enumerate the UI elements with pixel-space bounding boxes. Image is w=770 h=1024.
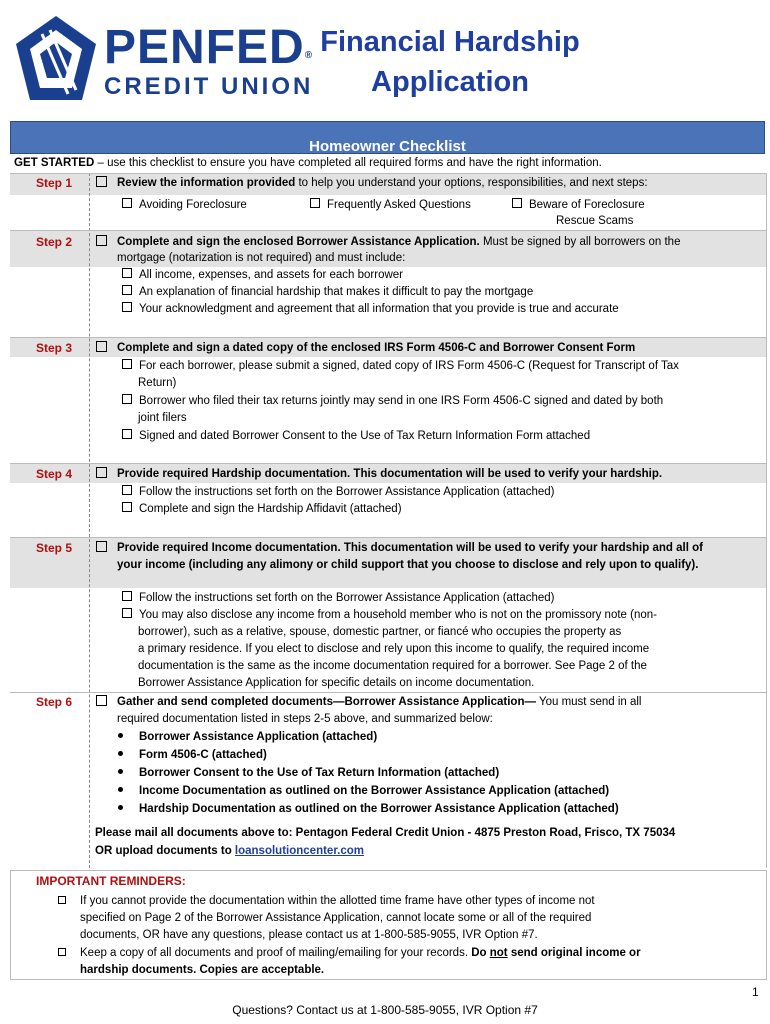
- step1-option-3-cont: Rescue Scams: [556, 215, 634, 227]
- checkbox-icon[interactable]: [58, 948, 66, 956]
- step5-item-2-line5: Borrower Assistance Application for specific details on income documentation.: [138, 677, 535, 689]
- intro-bold: GET STARTED: [14, 157, 95, 169]
- step3-item-1-cont: Return): [138, 377, 177, 389]
- checkbox-icon[interactable]: [122, 502, 132, 512]
- checkbox-icon[interactable]: [310, 198, 320, 208]
- bullet-icon: [118, 733, 123, 738]
- step6-main-bold: Gather and send completed documents—Borrower Assistance Application—: [117, 696, 536, 708]
- step6-bullet-5: [118, 801, 619, 818]
- checkbox-icon[interactable]: [96, 541, 107, 552]
- bullet-icon: [118, 751, 123, 756]
- checkbox-icon[interactable]: [96, 467, 107, 478]
- checkbox-icon[interactable]: [96, 235, 107, 246]
- reminder-1: [58, 893, 595, 910]
- bullet-icon: [118, 769, 123, 774]
- step2-label: Step 2: [36, 235, 73, 249]
- item-label: Follow the instructions set forth on the Borrower Assistance Application (attached): [139, 486, 555, 498]
- step1-label: Step 1: [36, 176, 73, 190]
- step2-main-line2: mortgage (notarization is not required) and must include:: [117, 252, 406, 264]
- checkbox-icon[interactable]: [96, 176, 107, 187]
- right-border: [766, 173, 767, 868]
- checkbox-icon[interactable]: [122, 608, 132, 618]
- checkbox-icon[interactable]: [122, 285, 132, 295]
- step6-bullet-2: [118, 747, 267, 764]
- option-label: Beware of Foreclosure: [529, 199, 645, 211]
- checkbox-icon[interactable]: [122, 485, 132, 495]
- page-number: 1: [752, 985, 759, 999]
- item-label: You may also disclose any income from a household member who is not on the promissory note (non-: [139, 609, 657, 621]
- upload-prefix: OR upload documents to: [95, 845, 235, 857]
- column-divider: [89, 173, 90, 868]
- title-line-1: Financial Hardship: [320, 26, 580, 58]
- step6-bullet-1: [118, 729, 377, 746]
- step2-item-1: [122, 267, 403, 284]
- step5-main: [96, 540, 703, 557]
- reminder-bold: send original income or: [507, 947, 641, 959]
- step2-item-3: [122, 301, 619, 318]
- step1-main-bold: Review the information provided: [117, 177, 296, 189]
- intro-rest: – use this checklist to ensure you have completed all required forms and have the right information.: [94, 157, 602, 169]
- row-line: [10, 692, 767, 693]
- row-line: [10, 537, 767, 538]
- footer-contact: Questions? Contact us at 1-800-585-9055, IVR Option #7: [232, 1003, 538, 1017]
- intro-text: [14, 157, 602, 169]
- step5-main-line2: your income (including any alimony or child support that you choose to disclose and rely upon to qualify).: [117, 559, 699, 571]
- step5-main-bold: Provide required Income documentation. This documentation will be used to verify your hardship and all of: [117, 542, 703, 554]
- reminder-bold: Do: [471, 947, 490, 959]
- row-line: [10, 337, 767, 338]
- step1-option-3: [512, 197, 645, 214]
- upload-line: [95, 843, 364, 860]
- checkbox-icon[interactable]: [122, 429, 132, 439]
- step6-main-line2: required documentation listed in steps 2-5 above, and summarized below:: [117, 713, 493, 725]
- step1-main: [96, 175, 648, 192]
- item-label: Complete and sign the Hardship Affidavit (attached): [139, 503, 402, 515]
- step1-option-1: [122, 197, 247, 214]
- step2-item-2: [122, 284, 533, 301]
- step4-main-bold: Provide required Hardship documentation. This documentation will be used to verify your hardship.: [117, 468, 663, 480]
- registered-mark: ®: [304, 50, 314, 61]
- step3-item-2: [122, 393, 663, 410]
- step4-label: Step 4: [36, 467, 73, 481]
- logo-penfed: PENFED: [104, 21, 305, 74]
- step3-main: [96, 340, 635, 357]
- checkbox-icon[interactable]: [96, 341, 107, 352]
- checkbox-icon[interactable]: [512, 198, 522, 208]
- step1-main-rest: to help you understand your options, responsibilities, and next steps:: [295, 177, 648, 189]
- row-line: [10, 463, 767, 464]
- reminder-2: [58, 945, 641, 962]
- document-title: [310, 22, 590, 102]
- item-label: Borrower who filed their tax returns jointly may send in one IRS Form 4506-C signed and dated by both: [139, 395, 664, 407]
- bullet-icon: [118, 787, 123, 792]
- checklist-heading: Homeowner Checklist: [309, 138, 466, 155]
- bullet-label: Income Documentation as outlined on the Borrower Assistance Application (attached): [139, 785, 610, 797]
- mailing-address: Please mail all documents above to: Pentagon Federal Credit Union - 4875 Preston Road, Frisco, TX 75034: [95, 827, 676, 839]
- step4-main: [96, 466, 662, 483]
- bullet-icon: [118, 805, 123, 810]
- option-label: Frequently Asked Questions: [327, 199, 471, 211]
- step6-bullet-3: [118, 765, 499, 782]
- step6-bullet-4: [118, 783, 609, 800]
- step5-item-2-line3: a primary residence. If you elect to disclose and rely upon this income to qualify, the required income: [138, 643, 650, 655]
- item-label: All income, expenses, and assets for each borrower: [139, 269, 403, 281]
- step3-item-3: [122, 428, 590, 445]
- item-label: Follow the instructions set forth on the Borrower Assistance Application (attached): [139, 592, 555, 604]
- step3-item-2-cont: joint filers: [138, 412, 187, 424]
- step6-main-rest: You must send in all: [535, 696, 642, 708]
- item-label: For each borrower, please submit a signed, dated copy of IRS Form 4506-C (Request for Transcript of Tax: [139, 360, 679, 372]
- bullet-label: Borrower Assistance Application (attached): [139, 731, 378, 743]
- reminder-not: not: [489, 947, 508, 959]
- step4-item-2: [122, 501, 402, 518]
- step5-item-2-line4: documentation is the same as the income documentation required for a borrower. See Page 2 of the: [138, 660, 647, 672]
- step3-item-1: [122, 358, 679, 375]
- option-label: Avoiding Foreclosure: [139, 199, 247, 211]
- item-label: Your acknowledgment and agreement that all information that you provide is true and accurate: [139, 303, 619, 315]
- step6-main: [96, 694, 641, 711]
- reminder-2-line2: hardship documents. Copies are acceptable.: [80, 964, 325, 976]
- checkbox-icon[interactable]: [96, 695, 107, 706]
- reminder-text: Keep a copy of all documents and proof of mailing/emailing for your records.: [80, 947, 472, 959]
- checkbox-icon[interactable]: [122, 302, 132, 312]
- reminder-1-line3: documents, OR have any questions, please contact us at 1-800-585-9055, IVR Option #7.: [80, 929, 538, 941]
- step5-item-1: [122, 590, 555, 607]
- checkbox-icon[interactable]: [58, 896, 66, 904]
- checkbox-icon[interactable]: [122, 394, 132, 404]
- bullet-label: Borrower Consent to the Use of Tax Return Information (attached): [139, 767, 500, 779]
- penfed-logo-mark: [12, 12, 100, 107]
- step3-label: Step 3: [36, 341, 73, 355]
- step3-main-bold: Complete and sign a dated copy of the enclosed IRS Form 4506-C and Borrower Consent Form: [117, 342, 636, 354]
- item-label: An explanation of financial hardship that makes it difficult to pay the mortgage: [139, 286, 534, 298]
- step2-main: [96, 234, 680, 251]
- step4-item-1: [122, 484, 555, 501]
- step1-option-2: [310, 197, 471, 214]
- checkbox-icon[interactable]: [122, 268, 132, 278]
- reminder-text: If you cannot provide the documentation within the allotted time frame have other types of income not: [80, 895, 595, 907]
- checkbox-icon[interactable]: [122, 198, 132, 208]
- logo-credit-union: CREDIT UNION: [104, 73, 314, 100]
- upload-link[interactable]: loansolutioncenter.com: [234, 845, 364, 857]
- step5-item-2-line2: borrower), such as a relative, spouse, domestic partner, or fiancé who occupies the property as: [138, 626, 622, 638]
- bullet-label: Hardship Documentation as outlined on the Borrower Assistance Application (attached): [139, 803, 619, 815]
- title-line-2: Application: [371, 66, 529, 98]
- item-label: Signed and dated Borrower Consent to the Use of Tax Return Information Form attached: [139, 430, 591, 442]
- checkbox-icon[interactable]: [122, 359, 132, 369]
- bullet-label: Form 4506-C (attached): [139, 749, 267, 761]
- reminders-title: IMPORTANT REMINDERS:: [36, 874, 186, 888]
- step6-label: Step 6: [36, 695, 73, 709]
- penfed-logo-text: [104, 21, 314, 100]
- checkbox-icon[interactable]: [122, 591, 132, 601]
- step5-label: Step 5: [36, 541, 73, 555]
- step2-main-bold: Complete and sign the enclosed Borrower Assistance Application.: [117, 236, 480, 248]
- reminder-1-line2: specified on Page 2 of the Borrower Assistance Application, cannot locate some or all of the required: [80, 912, 592, 924]
- row-line: [10, 173, 767, 174]
- step2-main-rest: Must be signed by all borrowers on the: [479, 236, 681, 248]
- row-line: [10, 230, 767, 231]
- step5-item-2: [122, 607, 657, 624]
